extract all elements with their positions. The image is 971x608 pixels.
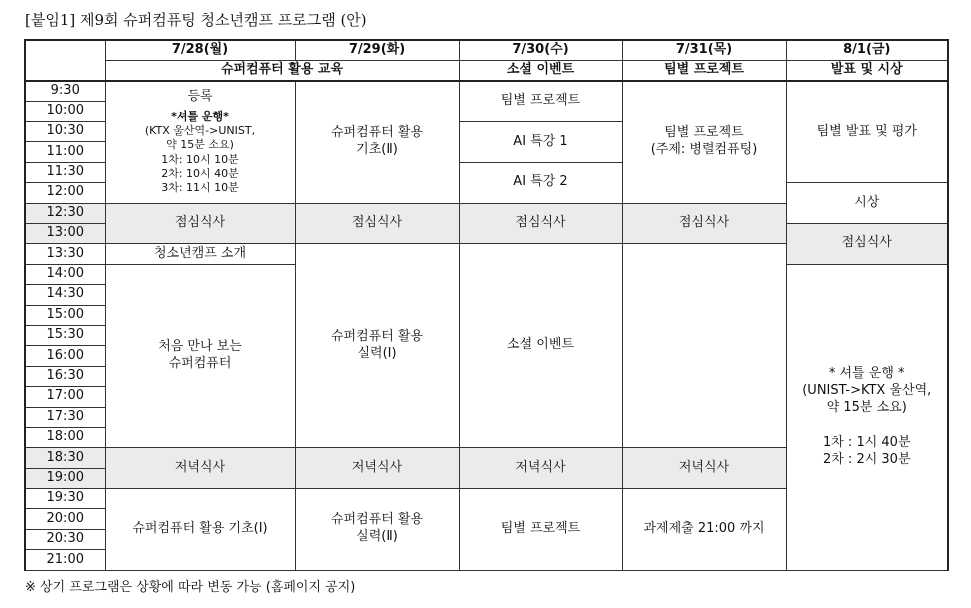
- day2-morning-line1: 슈퍼컴퓨터 활용: [330, 125, 424, 141]
- header-row-dates: [25, 40, 948, 60]
- header-row-themes: [25, 60, 948, 80]
- day1-shuttle-1: 1차: 10시 10분: [161, 152, 239, 166]
- day2-evening-line2: 실력(Ⅱ): [356, 529, 398, 545]
- day1-shuttle-title: *셔틀 운행*: [171, 109, 229, 123]
- day1-shuttle-3: 3차: 11시 10분: [161, 181, 239, 195]
- day2-afternoon-line2: 실력(Ⅰ): [357, 345, 397, 361]
- schedule-table: [24, 39, 949, 571]
- day4-evening: 과제제출 21:00 까지: [622, 489, 786, 571]
- day1-first-meet-line1: 처음 만나 보는: [158, 339, 242, 355]
- theme-social: 소셜 이벤트: [459, 60, 622, 80]
- time-label: 18:00: [25, 427, 105, 447]
- day5-shuttle: [786, 264, 948, 570]
- day1-morning: [105, 81, 295, 203]
- day2-dinner: 저녁식사: [295, 448, 459, 489]
- day3-ai-lecture-2: AI 특강 2: [459, 162, 622, 203]
- time-label: 15:00: [25, 305, 105, 325]
- day2-lunch: 점심식사: [295, 203, 459, 244]
- day2-afternoon: [295, 244, 459, 448]
- theme-team: 팀별 프로젝트: [622, 60, 786, 80]
- time-label: 14:30: [25, 285, 105, 305]
- time-label: 14:00: [25, 264, 105, 284]
- day2-morning-line2: 기초(Ⅱ): [356, 142, 398, 158]
- day5-shuttle-route: (UNIST->KTX 울산역,: [802, 382, 932, 398]
- day-header-5: 8/1(금): [786, 40, 948, 60]
- day-header-1: 7/28(월): [105, 40, 295, 60]
- time-label: 16:30: [25, 366, 105, 386]
- day2-evening-line1: 슈퍼컴퓨터 활용: [330, 512, 424, 528]
- time-label: 12:30: [25, 203, 105, 223]
- time-label: 11:00: [25, 142, 105, 162]
- day3-dinner: 저녁식사: [459, 448, 622, 489]
- day4-team-line2: (주제: 병렬컴퓨팅): [650, 142, 758, 158]
- day3-lunch: 점심식사: [459, 203, 622, 244]
- day1-camp-intro: 청소년캠프 소개: [105, 244, 295, 264]
- time-label: 9:30: [25, 81, 105, 101]
- time-label: 15:30: [25, 325, 105, 345]
- day2-afternoon-line1: 슈퍼컴퓨터 활용: [330, 328, 424, 344]
- footnote: ※ 상기 프로그램은 상황에 따라 변동 가능 (홈페이지 공지): [25, 580, 356, 595]
- time-label: 16:00: [25, 346, 105, 366]
- day3-evening: 팀별 프로젝트: [459, 489, 622, 571]
- day1-first-meet: [105, 264, 295, 448]
- time-label: 11:30: [25, 162, 105, 182]
- day1-registration: 등록: [187, 88, 213, 104]
- day5-shuttle-2: 2차 : 2시 30분: [822, 451, 911, 467]
- time-label: 13:30: [25, 244, 105, 264]
- theme-edu: 슈퍼컴퓨터 활용 교육: [105, 60, 459, 80]
- day5-lunch: 점심식사: [786, 224, 948, 265]
- day-header-4: 7/31(목): [622, 40, 786, 60]
- day5-award: 시상: [786, 183, 948, 224]
- day5-shuttle-1: 1차 : 1시 40분: [822, 434, 911, 450]
- day4-lunch: 점심식사: [622, 203, 786, 244]
- time-label: 10:30: [25, 122, 105, 142]
- day4-dinner: 저녁식사: [622, 448, 786, 489]
- header-corner: [25, 40, 105, 81]
- time-label: 20:30: [25, 529, 105, 549]
- day-header-2: 7/29(화): [295, 40, 459, 60]
- time-label: 12:00: [25, 183, 105, 203]
- day4-afternoon-empty: [622, 244, 786, 448]
- time-label: 19:30: [25, 489, 105, 509]
- day3-social-event: 소셜 이벤트: [459, 244, 622, 448]
- day4-morning: [622, 81, 786, 203]
- day3-team-project: 팀별 프로젝트: [459, 81, 622, 122]
- day1-dinner: 저녁식사: [105, 448, 295, 489]
- day1-first-meet-line2: 슈퍼컴퓨터: [168, 356, 232, 372]
- day4-team-line1: 팀별 프로젝트: [664, 125, 744, 141]
- day2-morning: [295, 81, 459, 203]
- time-label: 17:30: [25, 407, 105, 427]
- time-label: 10:00: [25, 101, 105, 121]
- time-label: 18:30: [25, 448, 105, 468]
- row-0930: [25, 81, 948, 101]
- time-label: 17:00: [25, 387, 105, 407]
- day3-ai-lecture-1: AI 특강 1: [459, 122, 622, 163]
- day1-shuttle-duration: 약 15분 소요): [166, 138, 234, 152]
- time-label: 13:00: [25, 224, 105, 244]
- theme-final: 발표 및 시상: [786, 60, 948, 80]
- day5-presentation: 팀별 발표 및 평가: [786, 81, 948, 183]
- time-label: 19:00: [25, 468, 105, 488]
- time-label: 20:00: [25, 509, 105, 529]
- day2-evening: [295, 489, 459, 571]
- day1-shuttle-2: 2차: 10시 40분: [161, 166, 239, 180]
- document-title: [붙임1] 제9회 슈퍼컴퓨팅 청소년캠프 프로그램 (안): [25, 11, 367, 29]
- day-header-3: 7/30(수): [459, 40, 622, 60]
- day5-shuttle-title: * 셔틀 운행 *: [828, 366, 905, 381]
- time-label: 21:00: [25, 550, 105, 570]
- day5-shuttle-duration: 약 15분 소요): [826, 399, 907, 415]
- day1-lunch: 점심식사: [105, 203, 295, 244]
- day1-evening: 슈퍼컴퓨터 활용 기초(Ⅰ): [105, 489, 295, 571]
- day1-shuttle-route: (KTX 울산역->UNIST,: [144, 124, 256, 138]
